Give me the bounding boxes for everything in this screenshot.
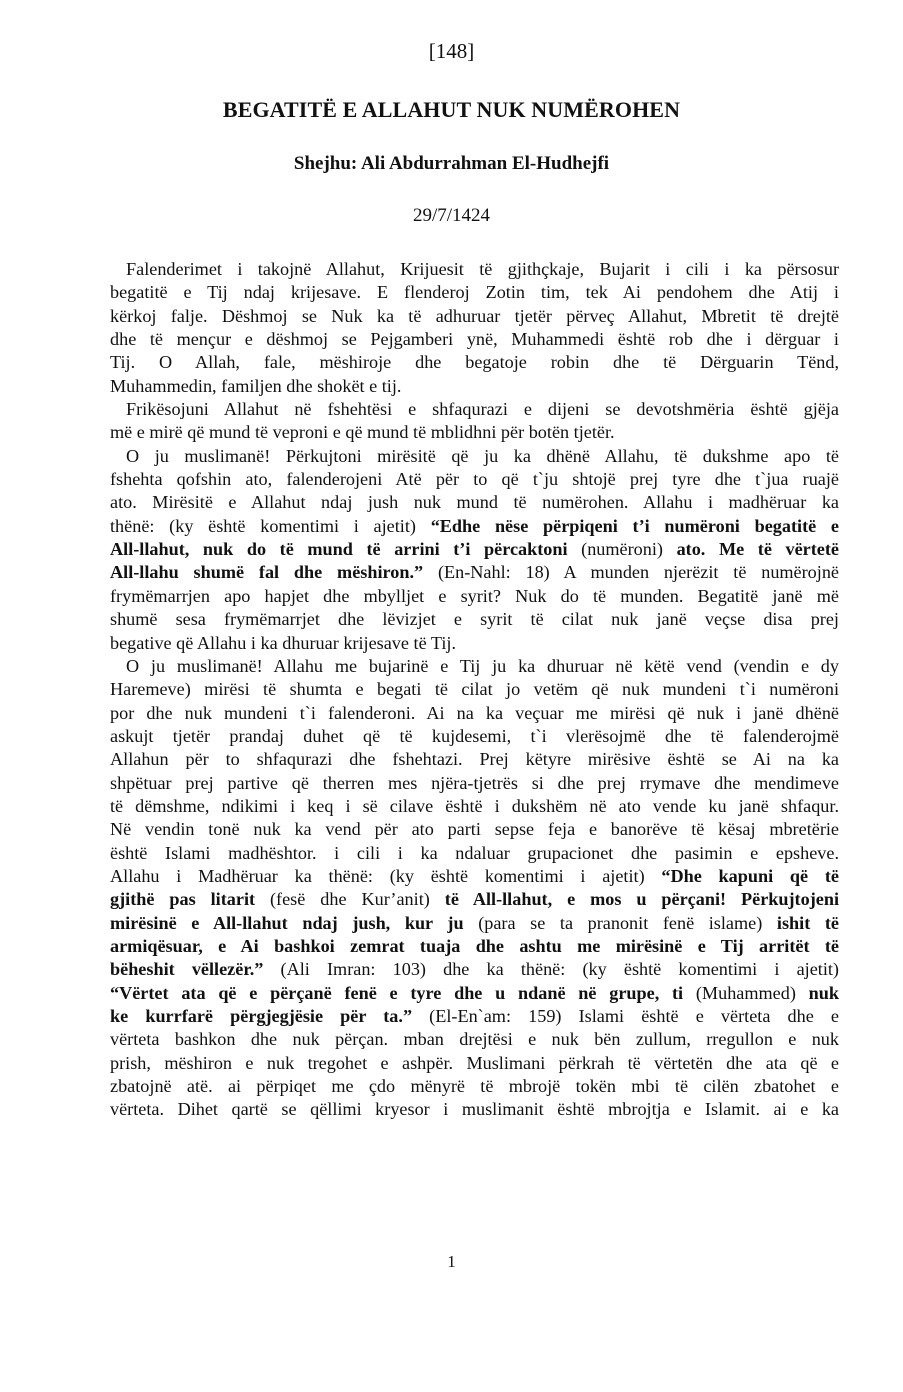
text-line [110, 375, 839, 398]
text-run: thënë: (ky është komentimi i ajetit) [110, 515, 431, 536]
quran-quote-text: bëheshit vëllezër.” [110, 959, 264, 980]
text-line [110, 725, 839, 748]
text-run: (Muhammed) [683, 982, 809, 1003]
text-line [110, 888, 839, 911]
text-line [110, 491, 839, 514]
text-run: kërkoj falje. Dëshmoj se Nuk ka të adhuruar tjetër përveç Allahut, Mbretit të drejtë [110, 305, 839, 326]
text-line [110, 1028, 839, 1051]
text-run: prish, mëshiron e nuk tregohet e ashpër. Muslimani përkrah të vërtetën dhe ata që e [110, 1052, 839, 1073]
text-run: Tij. O Allah, fale, mëshiroje dhe begatoje robin dhe të Dërguarin Tënd, [110, 352, 839, 373]
text-line [110, 468, 839, 491]
text-run: Muhammedin, familjen dhe shokët e tij. [110, 375, 402, 396]
body-text [110, 258, 839, 1122]
text-run: Allahu i Madhëruar ka thënë: (ky është komentimi i ajetit) [110, 865, 662, 886]
text-run: por dhe nuk mundeni t`i falenderoni. Ai na ka veçuar me mirësi që nuk i janë dhënë [110, 702, 839, 723]
text-run: O ju muslimanë! Përkujtoni mirësitë që ju ka dhënë Allahu, të dukshme apo të [126, 445, 839, 466]
text-line [110, 585, 839, 608]
text-run: vërteta. Dihet qartë se qëllimi kryesor i muslimanit është mbrojtja e Islamit. ai e ka [110, 1099, 839, 1120]
text-line [110, 912, 839, 935]
text-line [110, 351, 839, 374]
author-line: Shejhu: Ali Abdurrahman El-Hudhejfi [293, 153, 610, 174]
date-line: 29/7/1424 [412, 205, 491, 226]
text-run: zbatojnë atë. ai përpiqet me çdo mënyrë të mbrojë tokën mbi të cilën zbatohet e [110, 1076, 839, 1097]
text-run: Falenderimet i takojnë Allahut, Krijuesit të gjithçkaje, Bujarit i cili i ka përsosur [126, 259, 839, 279]
text-run: ato. Mirësitë e Allahut ndaj jush nuk mund të numërohen. Allahu i madhëruar ka [110, 492, 839, 513]
text-line [110, 982, 839, 1005]
text-line [110, 398, 839, 421]
text-line [110, 678, 839, 701]
quran-quote-text: “Edhe nëse përpiqeni t’i numëroni begatitë e [430, 515, 839, 536]
text-line [110, 1075, 839, 1098]
text-run: të dëmshme, ndikimi i keq i së cilave është i dukshëm në ato vende ku janë shfaqur. [110, 795, 839, 816]
text-line [110, 421, 839, 444]
text-line [110, 748, 839, 771]
text-run: Haremeve) mirësi të shumta e begati të cilat jo vetëm që nuk mundeni t`i numëroni [110, 679, 839, 700]
text-line [110, 515, 839, 538]
page-title: BEGATITË E ALLAHUT NUK NUMËROHEN [222, 97, 681, 122]
text-run: (fesë dhe Kur’anit) [255, 889, 445, 910]
page-number: 1 [447, 1252, 456, 1271]
text-run: Allahun për to shfaqurazi dhe fshehtazi. Prej këtyre mirësive është se Ai na ka [110, 749, 839, 770]
text-run: (numëroni) [567, 539, 677, 560]
quran-quote-text: ke kurrfarë përgjegjësie për ta.” [110, 1006, 413, 1026]
text-run: fshehta qofshin ato, falenderojeni Atë për to që t`ju shtojë prej tyre dhe t`jua ruajë [110, 469, 839, 490]
text-line [110, 305, 839, 328]
quran-quote-text: “Vërtet ata që e përçanë fenë e tyre dhe u ndanë në grupe, ti [110, 982, 684, 1003]
text-line [110, 772, 839, 795]
text-run: Frikësojuni Allahut në fshehtësi e shfaqurazi e dijeni se devotshmëria është gjëja [126, 399, 839, 420]
text-run: askujt tjetër prandaj duhet që të kujdesemi, t`i vlerësojmë dhe të falenderojmë [110, 725, 839, 746]
text-run: është Islami madhështor. i cili i ka ndaluar grupacionet dhe pasimin e epsheve. [110, 842, 839, 863]
text-line [110, 1098, 839, 1121]
text-run: begatitë e Tij ndaj krijesave. E flenderoj Zotin tim, tek Ai pendohem dhe Atij i [110, 282, 839, 303]
paragraph [110, 445, 839, 655]
text-line [110, 632, 839, 655]
text-line [110, 958, 839, 981]
text-run: (para se ta pranonit fenë islame) [463, 912, 777, 933]
quran-quote-text: “Dhe kapuni që të [661, 865, 839, 886]
text-run: shumë sesa frymëmarrjet dhe lëvizjet e syrit të cilat nuk janë veçse disa prej [110, 609, 839, 630]
quran-quote-text: të All-llahut, e mos u përçani! Përkujtojeni [444, 889, 839, 910]
text-line [110, 328, 839, 351]
text-line [110, 608, 839, 631]
text-line [110, 1005, 839, 1028]
quran-quote-text: gjithë pas litarit [110, 889, 256, 910]
text-run: O ju muslimanë! Allahu me bujarinë e Tij ju ka dhuruar në këtë vend (vendin e dy [126, 655, 839, 676]
paragraph [110, 258, 839, 398]
text-line [110, 445, 839, 468]
text-line [110, 655, 839, 678]
text-line [110, 935, 839, 958]
text-line [110, 561, 839, 584]
quran-quote-text: mirësinë e All-llahut ndaj jush, kur ju [110, 912, 464, 933]
text-run: më e mirë që mund të veproni e që mund të mblidhni për botën tjetër. [110, 422, 615, 443]
paragraph [110, 655, 839, 1122]
quran-quote-text: ato. Me të vërtetë [676, 539, 839, 560]
text-run: (Ali Imran: 103) dhe ka thënë: (ky është komentimi i ajetit) [263, 959, 839, 980]
text-line [110, 842, 839, 865]
quran-quote-text: nuk [808, 982, 839, 1003]
text-run: frymëmarrjen apo hapjet dhe mbylljet e syrit? Nuk do të munden. Begatitë janë më [110, 585, 839, 606]
text-run: vërteta bashkon dhe nuk përçan. mban drejtësi e nuk bën zullum, rregullon e nuk [110, 1029, 839, 1050]
text-line [110, 538, 839, 561]
quran-quote-text: ishit të [776, 912, 839, 933]
paragraph [110, 398, 839, 445]
text-run: (El-En`am: 159) Islami është e vërteta dhe e [412, 1006, 839, 1026]
quran-quote-text: armiqësuar, e Ai bashkoi zemrat tuaja dhe ashtu me mirësinë e Tij arritët të [110, 935, 839, 956]
text-line [110, 1052, 839, 1075]
quran-quote-text: All-llahut, nuk do të mund të arrini t’i përcaktoni [110, 539, 568, 560]
text-run: Në vendin tonë nuk ka vend për ato parti sepse feja e banorëve të kësaj mbretërie [110, 819, 839, 840]
quran-quote-text: All-llahu shumë fal dhe mëshiron.” [110, 562, 424, 583]
text-line [110, 818, 839, 841]
text-line [110, 702, 839, 725]
text-line [110, 258, 839, 281]
text-run: shpëtuar prej partive që therren mes njëra-tjetrës si dhe prej rrymave dhe mendimeve [110, 772, 839, 793]
text-run: (En-Nahl: 18) A munden njerëzit të numërojnë [423, 562, 839, 583]
text-run: dhe të mençur e dëshmoj se Pejgamberi ynë, Muhammedi është rob dhe i dërguar i [110, 329, 839, 350]
text-line [110, 795, 839, 818]
text-line [110, 281, 839, 304]
text-line [110, 865, 839, 888]
sermon-number: [148] [428, 39, 475, 63]
text-run: begative që Allahu i ka dhuruar krijesave të Tij. [110, 632, 456, 653]
